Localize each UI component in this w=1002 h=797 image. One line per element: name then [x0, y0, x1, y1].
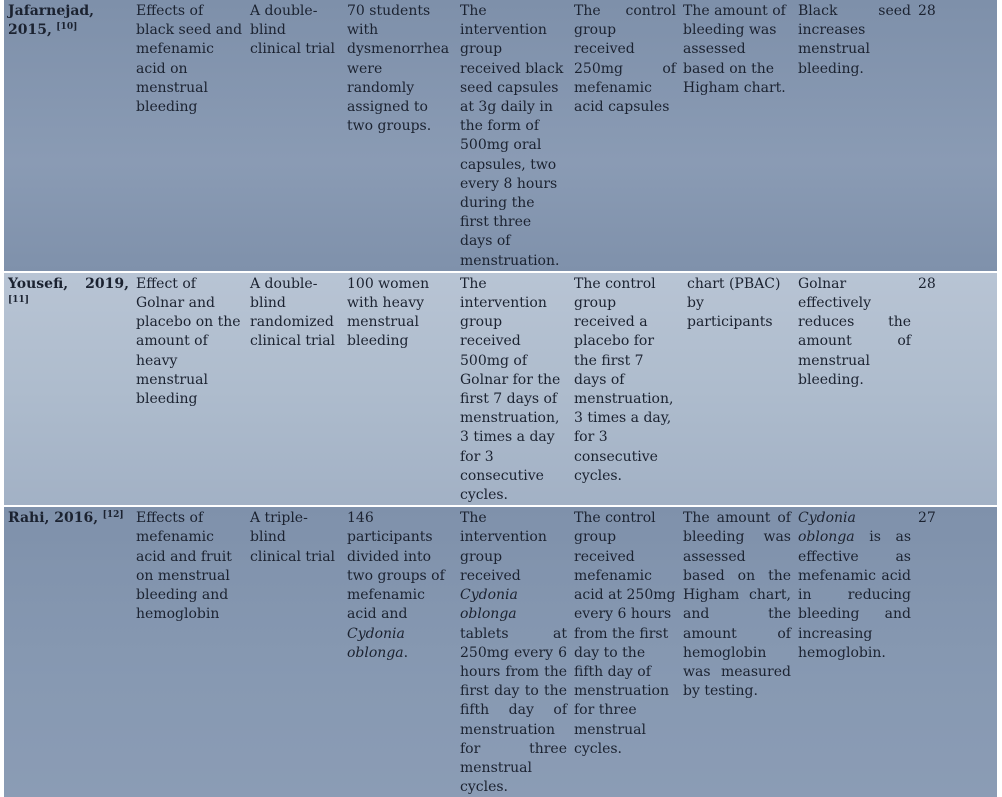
design-cell: A triple-blind clinical trial	[250, 510, 336, 565]
table-row	[4, 507, 997, 797]
title-cell: Effect of Golnar and placebo on the amount of heavy menstrual bleeding	[136, 275, 241, 408]
score-cell: 28	[918, 275, 936, 292]
intervention-cell: The intervention group received black seed capsules at 3g daily in the form of 500mg oral capsules, two every 8 hours during the first three days of menstruation.	[460, 3, 564, 269]
author-name: Rahi, 2016,	[8, 510, 99, 527]
design-cell: A double-blind randomized clinical trial	[250, 275, 336, 350]
author-year: 2019,	[85, 275, 129, 292]
control-cell: The control group received 250mg of mefenamic acid capsules	[574, 3, 676, 116]
author-name: Yousefi,	[8, 275, 69, 292]
sample-cell: 146 participants divided into two groups of mefenamic acid and Cydonia oblonga.	[347, 510, 445, 661]
result-cell: Golnar effectively reduces the amount of menstrual bleeding.	[798, 275, 911, 388]
title-cell: Effects of black seed and mefenamic acid on menstrual bleeding	[136, 3, 243, 116]
measure-cell: The amount of bleeding was assessed based on the Higham chart, and the amount of hemoglobin was measured by testing.	[683, 510, 791, 700]
sample-cell: 70 students with dysmenorrhea were randomly assigned to two groups.	[347, 3, 450, 135]
intervention-cell: The intervention group received 500mg of Golnar for the first 7 days of menstruation, 3 times a day for 3 consecutive cycles.	[460, 275, 561, 504]
author-cell	[4, 273, 132, 505]
author-cell	[4, 507, 132, 797]
reference-number: [11]	[8, 295, 30, 306]
design-cell: A double-blind clinical trial	[250, 3, 336, 58]
reference-number: [10]	[56, 22, 78, 33]
author-name: Jafarnejad, 2015,	[8, 3, 95, 39]
table-row	[4, 273, 997, 505]
result-cell: Black seed increases menstrual bleeding.	[798, 3, 911, 77]
score-cell: 27	[918, 510, 936, 527]
author-cell	[4, 0, 132, 271]
control-cell: The control group received a placebo for the first 7 days of menstruation, 3 times a day, for 3 consecutive cycles.	[574, 275, 674, 484]
control-cell: The control group received mefenamic acid at 250mg every 6 hours from the first day to the fifth day of menstruation for three menstrual cycles.	[574, 510, 676, 757]
title-cell: Effects of mefenamic acid and fruit on menstrual bleeding and hemoglobin	[136, 510, 232, 623]
result-cell: Cydonia oblonga is as effective as mefenamic acid in reducing bleeding and increasing hemoglobin.	[798, 510, 911, 661]
studies-table	[4, 0, 997, 797]
table-row	[4, 0, 997, 271]
intervention-cell: The intervention group received Cydonia oblonga tablets at 250mg every 6 hours from the first day to the fifth day of menstruation for three menstrual cycles.	[460, 510, 567, 796]
sample-cell: 100 women with heavy menstrual bleeding	[347, 275, 430, 350]
score-cell: 28	[918, 3, 936, 19]
reference-number: [12]	[102, 510, 124, 521]
measure-cell: The amount of bleeding was assessed based on the Higham chart.	[683, 3, 786, 96]
measure-cell: chart (PBAC) by participants	[687, 275, 781, 331]
